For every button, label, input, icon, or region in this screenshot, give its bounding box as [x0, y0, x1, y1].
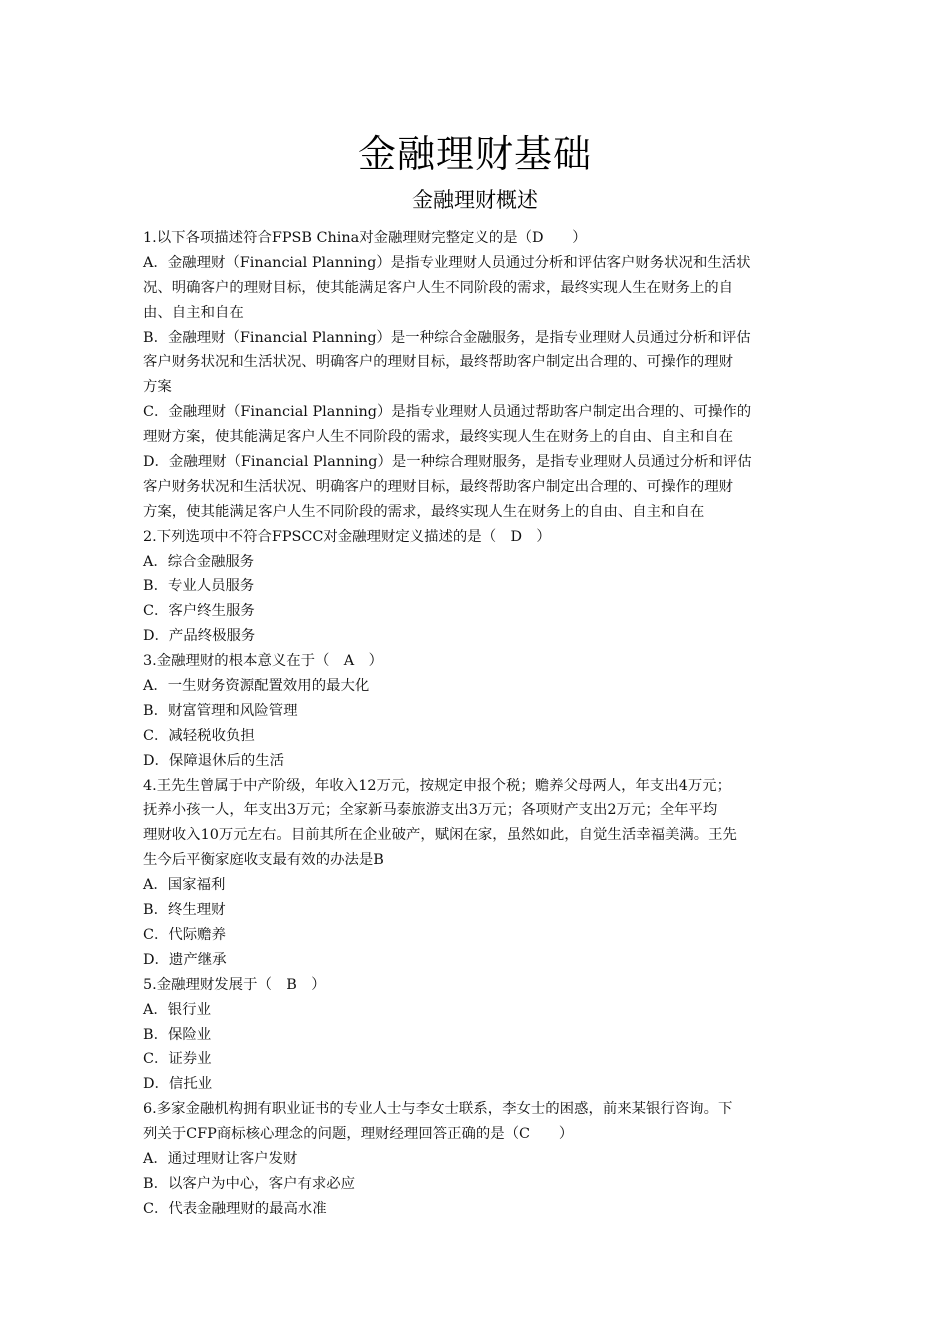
text-line: 生今后平衡家庭收支最有效的办法是B: [143, 852, 384, 869]
text-line: B．终生理财: [143, 902, 226, 919]
document-body: [143, 226, 809, 1222]
text-line: A．一生财务资源配置效用的最大化: [143, 678, 370, 695]
text-line: 3.金融理财的根本意义在于（ A ）: [143, 653, 383, 670]
text-line: 6.多家金融机构拥有职业证书的专业人士与李女士联系，李女士的困惑，前来某银行咨询。下: [143, 1101, 733, 1118]
text-line: 理财方案，使其能满足客户人生不同阶段的需求，最终实现人生在财务上的自由、自主和自在: [143, 429, 734, 446]
text-line: 方案，使其能满足客户人生不同阶段的需求，最终实现人生在财务上的自由、自主和自在: [143, 503, 705, 520]
text-line: D．金融理财（Financial Planning）是一种综合理财服务，是指专业理财人员通过分析和评估: [143, 454, 752, 471]
text-line: C．证券业: [143, 1051, 212, 1068]
text-line: 5.金融理财发展于（ B ）: [143, 976, 326, 993]
text-line: 列关于CFP商标核心理念的问题，理财经理回答正确的是（C ）: [143, 1126, 574, 1143]
document-subtitle: 金融理财概述: [412, 188, 538, 212]
text-line: C．客户终生服务: [143, 603, 255, 620]
document-title: 金融理财基础: [357, 132, 592, 176]
text-line: A．国家福利: [143, 877, 226, 894]
text-line: A．银行业: [143, 1001, 211, 1018]
text-line: 客户财务状况和生活状况、明确客户的理财目标，最终帮助客户制定出合理的、可操作的理财: [143, 478, 734, 495]
text-line: A．通过理财让客户发财: [143, 1150, 298, 1167]
text-line: 况、明确客户的理财目标，使其能满足客户人生不同阶段的需求，最终实现人生在财务上的自: [143, 279, 734, 296]
text-line: D．保障退休后的生活: [143, 752, 285, 769]
text-line: D．产品终极服务: [143, 628, 256, 645]
text-line: 由、自主和自在: [143, 304, 244, 321]
text-line: C．代际赡养: [143, 926, 226, 943]
text-line: B．财富管理和风险管理: [143, 702, 298, 719]
text-line: D．信托业: [143, 1076, 213, 1093]
text-line: 抚养小孩一人，年支出3万元；全家新马泰旅游支出3万元；各项财产支出2万元；全年平均: [143, 802, 718, 819]
text-line: B．保险业: [143, 1026, 212, 1043]
text-line: 客户财务状况和生活状况、明确客户的理财目标，最终帮助客户制定出合理的、可操作的理财: [143, 354, 734, 371]
text-line: A．综合金融服务: [143, 553, 255, 570]
text-line: C．代表金融理财的最高水准: [143, 1200, 327, 1217]
text-line: 1.以下各项描述符合FPSB China对金融理财完整定义的是（D ）: [143, 230, 587, 246]
text-line: C．金融理财（Financial Planning）是指专业理财人员通过帮助客户制定出合理的、可操作的: [143, 404, 752, 421]
text-line: D．遗产继承: [143, 951, 227, 968]
text-line: 理财收入10万元左右。目前其所在企业破产，赋闲在家，虽然如此，自觉生活幸福美满。王先: [143, 827, 737, 844]
text-line: B．专业人员服务: [143, 578, 255, 595]
text-line: B．金融理财（Financial Planning）是一种综合金融服务，是指专业理财人员通过分析和评估: [143, 329, 751, 346]
text-line: B．以客户为中心，客户有求必应: [143, 1175, 356, 1192]
text-line: 方案: [143, 379, 172, 396]
text-line: 2.下列选项中不符合FPSCC对金融理财定义描述的是（ D ）: [143, 528, 551, 545]
text-line: 4.王先生曾属于中产阶级，年收入12万元，按规定申报个税；赡养父母两人，年支出4万元；: [143, 777, 732, 794]
text-line: C．减轻税收负担: [143, 727, 255, 744]
text-line: A．金融理财（Financial Planning）是指专业理财人员通过分析和评估客户财务状况和生活状: [143, 254, 751, 271]
